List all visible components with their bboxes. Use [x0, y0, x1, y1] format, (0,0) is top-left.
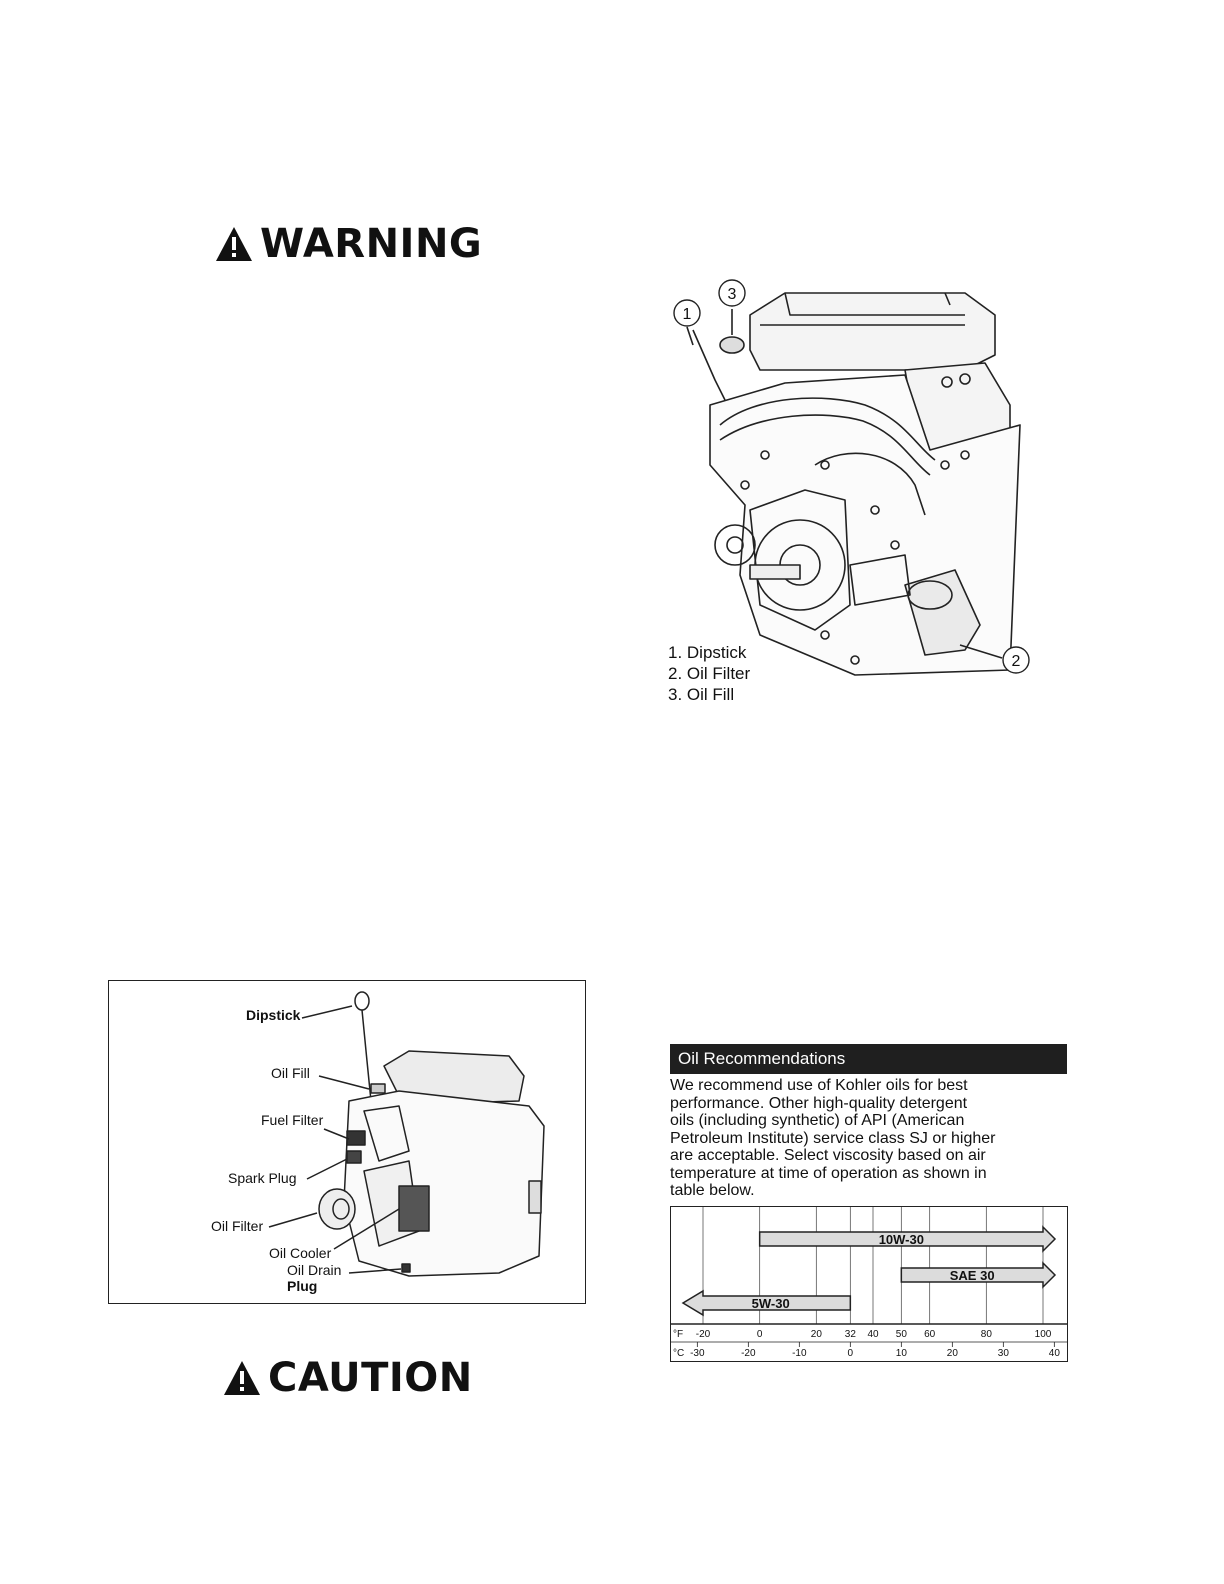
oil-recommendations-title: Oil Recommendations — [670, 1044, 1067, 1074]
f-tick-label: 0 — [756, 1329, 763, 1340]
text-line: temperature at time of operation as shown in — [670, 1164, 987, 1182]
callout-2-text: 2 — [1011, 653, 1021, 670]
c-tick-label: -30 — [690, 1348, 705, 1359]
c-tick-label: 10 — [895, 1348, 907, 1359]
engine-illustration — [665, 275, 1040, 705]
f-tick-label: 100 — [1034, 1329, 1052, 1340]
c-tick-label: 20 — [946, 1348, 958, 1359]
warning-triangle-icon — [214, 225, 254, 263]
f-tick-label: 60 — [924, 1329, 936, 1340]
legend-item-oil-fill: 3. Oil Fill — [668, 685, 735, 704]
c-tick-label: -10 — [792, 1348, 807, 1359]
text-line: Petroleum Institute) service class SJ or higher — [670, 1129, 996, 1147]
label-oil-filter: Oil Filter — [211, 1218, 264, 1234]
figure1-legend — [668, 642, 750, 705]
legend-item-dipstick: 1. Dipstick — [668, 643, 747, 662]
c-tick-label: 0 — [847, 1348, 854, 1359]
callout-3-text: 3 — [727, 286, 737, 303]
text-line: are acceptable. Select viscosity based on air — [670, 1147, 986, 1164]
series-label: 10W-30 — [878, 1232, 924, 1247]
warning-heading — [214, 222, 482, 266]
f-tick-label: 80 — [980, 1329, 992, 1340]
viscosity-chart — [670, 1206, 1068, 1362]
c-unit-label: °C — [673, 1348, 685, 1359]
f-tick-label: 50 — [895, 1329, 907, 1340]
caution-heading — [222, 1356, 473, 1400]
legend-item-oil-filter: 2. Oil Filter — [668, 664, 751, 683]
engine-service-points-figure — [108, 980, 586, 1304]
text-line: performance. Other high-quality detergent — [670, 1094, 968, 1112]
label-oil-drain: Oil Drain — [287, 1262, 342, 1278]
c-tick-label: 30 — [997, 1348, 1009, 1359]
oil-recommendations-text — [670, 1077, 1067, 1200]
series-label: 5W-30 — [751, 1296, 790, 1311]
series-label: SAE 30 — [949, 1268, 995, 1283]
label-spark-plug: Spark Plug — [228, 1170, 297, 1186]
f-tick-label: 32 — [844, 1329, 856, 1340]
f-tick-label: -20 — [695, 1329, 711, 1340]
text-line: oils (including synthetic) of API (American — [670, 1112, 965, 1129]
warning-label: WARNING — [260, 221, 483, 267]
label-oil-drain-plug: Plug — [287, 1278, 318, 1294]
c-tick-label: -20 — [741, 1348, 756, 1359]
label-dipstick: Dipstick — [246, 1007, 301, 1023]
oil-recommendations — [670, 1044, 1067, 1200]
text-line: We recommend use of Kohler oils for best — [670, 1077, 968, 1094]
f-unit-label: °F — [673, 1329, 684, 1340]
label-oil-fill: Oil Fill — [271, 1065, 310, 1081]
warning-triangle-icon — [222, 1359, 262, 1397]
label-fuel-filter: Fuel Filter — [261, 1112, 324, 1128]
text-line: table below. — [670, 1182, 755, 1199]
label-oil-cooler: Oil Cooler — [269, 1245, 332, 1261]
engine-side-view — [109, 981, 587, 1305]
f-tick-label: 40 — [867, 1329, 879, 1340]
callout-1-text: 1 — [682, 306, 692, 323]
c-tick-label: 40 — [1048, 1348, 1060, 1359]
f-tick-label: 20 — [810, 1329, 822, 1340]
caution-label: CAUTION — [268, 1355, 473, 1401]
